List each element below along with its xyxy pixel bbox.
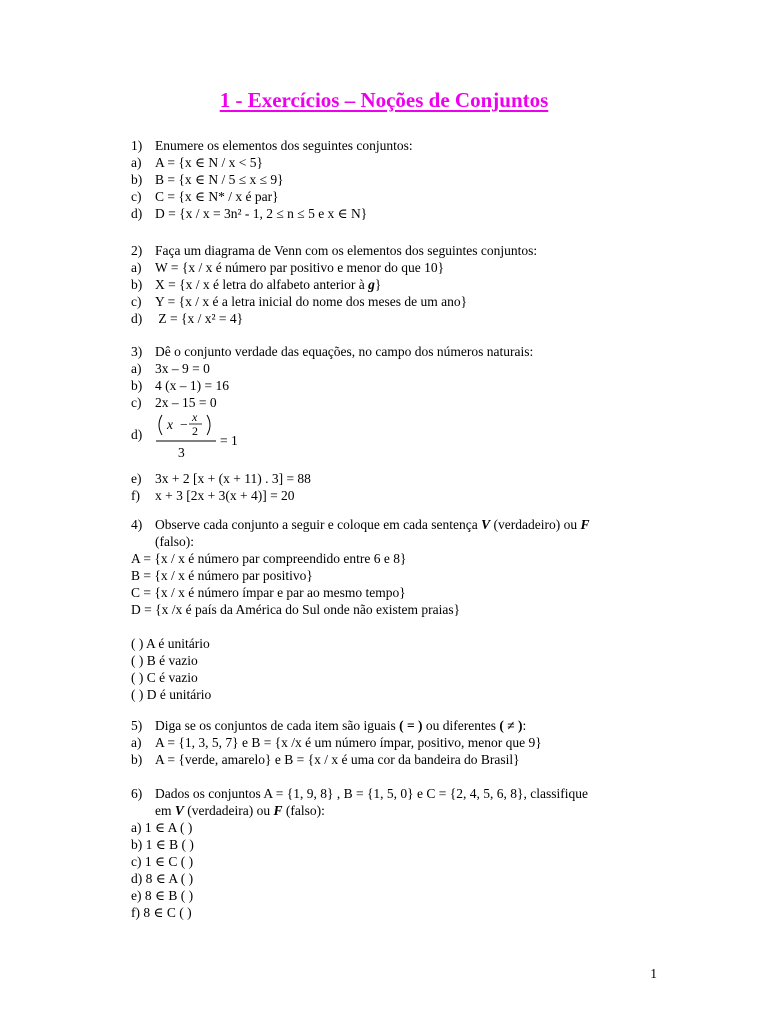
question-number: 5)	[131, 718, 143, 733]
set-definition: A = {x / x é número par compreendido entre 6 e 8}	[131, 551, 407, 566]
question-number: 2)	[131, 243, 143, 258]
question-text: Enumere os elementos dos seguintes conjuntos:	[155, 138, 413, 153]
set-definition: B = {x / x é número par positivo}	[131, 568, 313, 583]
list-item: a) A = {1, 3, 5, 7} e B = {x /x é um número ímpar, positivo, menor que 9}	[131, 735, 542, 750]
list-item: a) W = {x / x é número par positivo e menor do que 10}	[131, 260, 445, 275]
page-number: 1	[650, 966, 657, 981]
question-number: 6)	[131, 786, 143, 801]
list-item: a) A = {x ∈ N / x < 5}	[131, 155, 263, 170]
svg-text:2: 2	[192, 424, 198, 438]
list-item: d) D = {x / x = 3n² - 1, 2 ≤ n ≤ 5 e x ∈ N}	[131, 206, 368, 221]
fraction-equation: d) x − x 2 3 = 1	[131, 411, 691, 461]
list-item: b) X = {x / x é letra do alfabeto anterior à g}	[131, 277, 382, 292]
true-false-item: ( ) A é unitário	[131, 636, 210, 651]
true-false-item: ( ) D é unitário	[131, 687, 212, 702]
list-item: b) 4 (x – 1) = 16	[131, 378, 229, 393]
list-item: b) B = {x ∈ N / 5 ≤ x ≤ 9}	[131, 172, 284, 187]
svg-text:3: 3	[178, 445, 185, 460]
true-false-item: a) 1 ∈ A ( )	[131, 820, 193, 835]
question-1	[131, 137, 691, 222]
true-false-item: f) 8 ∈ C ( )	[131, 905, 192, 920]
question-text: Dê o conjunto verdade das equações, no campo dos números naturais:	[155, 344, 534, 359]
question-3	[131, 343, 691, 504]
list-item: d) Z = {x / x² = 4}	[131, 311, 244, 326]
list-item: a) 3x – 9 = 0	[131, 361, 210, 376]
question-2	[131, 242, 691, 327]
question-number: 3)	[131, 344, 143, 359]
svg-text:x: x	[167, 417, 173, 432]
list-item: c) 2x – 15 = 0	[131, 395, 217, 410]
true-false-item: e) 8 ∈ B ( )	[131, 888, 194, 903]
set-definition: D = {x /x é país da América do Sul onde não existem praias}	[131, 602, 461, 617]
svg-text:= 1: = 1	[220, 433, 238, 448]
question-number: 4)	[131, 517, 143, 532]
true-false-item: ( ) C é vazio	[131, 670, 198, 685]
list-item: f) x + 3 [2x + 3(x + 4)] = 20	[131, 488, 295, 503]
fraction-formula	[151, 411, 281, 463]
list-item: b) A = {verde, amarelo} e B = {x / x é uma cor da bandeira do Brasil}	[131, 752, 520, 767]
question-6: 6) Dados os conjuntos A = {1, 9, 8} , B = {1, 5, 0} e C = {2, 4, 5, 6, 8}, classifique em V (verdadeira) ou F (falso): a) 1 ∈ A ( ) b) 1 ∈ B ( ) c) 1 ∈ C ( ) d) 8 ∈ A ( ) e) 8 ∈ B ( ) f) 8 ∈ C ( )	[131, 785, 691, 921]
page-title: 1 - Exercícios – Noções de Conjuntos	[219, 88, 549, 112]
set-definition: C = {x / x é número ímpar e par ao mesmo tempo}	[131, 585, 406, 600]
svg-text:−: −	[180, 417, 188, 432]
true-false-item: ( ) B é vazio	[131, 653, 198, 668]
list-item: e) 3x + 2 [x + (x + 11) . 3] = 88	[131, 471, 311, 486]
list-item: c) Y = {x / x é a letra inicial do nome dos meses de um ano}	[131, 294, 468, 309]
true-false-item: c) 1 ∈ C ( )	[131, 854, 194, 869]
question-5: 5) Diga se os conjuntos de cada item são iguais ( = ) ou diferentes ( ≠ ): a) A = {1, 3, 5, 7} e B = {x /x é um número ímpar, positivo, menor que 9} b) A = {verde, amarelo} e B = {x / x é uma cor da bandeira do Brasil}	[131, 717, 691, 768]
true-false-item: b) 1 ∈ B ( )	[131, 837, 194, 852]
list-item: c) C = {x ∈ N* / x é par}	[131, 189, 279, 204]
true-false-item: d) 8 ∈ A ( )	[131, 871, 194, 886]
question-text: Faça um diagrama de Venn com os elementos dos seguintes conjuntos:	[155, 243, 538, 258]
question-number: 1)	[131, 138, 143, 153]
question-4: 4) Observe cada conjunto a seguir e coloque em cada sentença V (verdadeiro) ou F (falso): A = {x / x é número par compreendido entre 6 e 8} B = {x / x é número par positivo} C = {x / x é número ímpar e par ao mesmo tempo} D = {x /x é país da América do Sul onde não existem praias} ( ) A é unitário ( ) B é vazio ( ) C é vazio ( ) D é unitário	[131, 516, 691, 703]
svg-text:x: x	[192, 411, 198, 424]
